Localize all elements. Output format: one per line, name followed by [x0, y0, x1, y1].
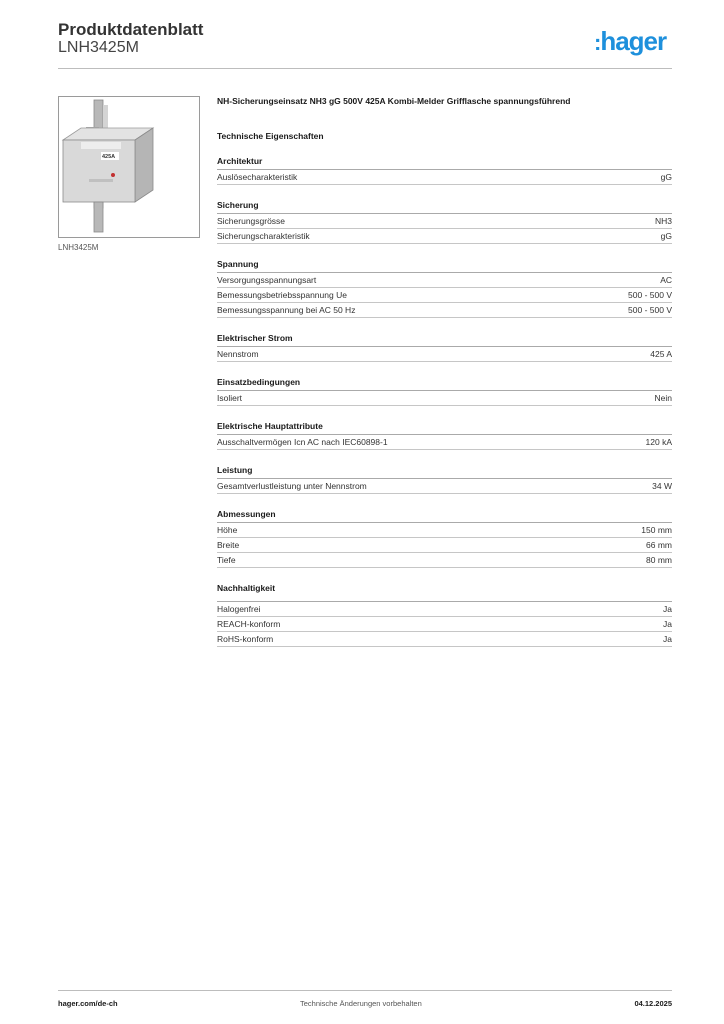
fuse-illustration [59, 97, 199, 237]
group-title: Einsatzbedingungen [217, 377, 672, 391]
header-divider [58, 68, 672, 69]
hager-logo: :hager [594, 26, 667, 56]
spec-label: Sicherungsgrösse [217, 216, 286, 226]
spec-row [217, 435, 672, 450]
spec-value: gG [660, 172, 672, 182]
spec-label: Bemessungsspannung bei AC 50 Hz [217, 305, 356, 315]
group-spannung [217, 259, 672, 318]
group-title: Elektrischer Strom [217, 333, 672, 347]
group-title: Nachhaltigkeit [217, 583, 672, 602]
spec-label: Ausschaltvermögen Icn AC nach IEC60898-1 [217, 437, 388, 447]
spec-value: Nein [654, 393, 672, 403]
spec-row [217, 538, 672, 553]
spec-row [217, 523, 672, 538]
product-image [58, 96, 200, 238]
group-elektrische-hauptattribute [217, 421, 672, 450]
spec-row [217, 303, 672, 318]
spec-label: Sicherungscharakteristik [217, 231, 310, 241]
group-einsatzbedingungen [217, 377, 672, 406]
logo-text: hager [600, 26, 667, 56]
group-sicherung [217, 200, 672, 244]
spec-row [217, 347, 672, 362]
spec-value: 500 - 500 V [628, 290, 672, 300]
group-architektur [217, 156, 672, 185]
group-elektrischer-strom [217, 333, 672, 362]
group-title: Abmessungen [217, 509, 672, 523]
spec-label: Auslösecharakteristik [217, 172, 298, 182]
spec-row [217, 553, 672, 568]
group-abmessungen [217, 509, 672, 568]
spec-label: Tiefe [217, 555, 236, 565]
spec-content [217, 96, 672, 647]
footer-disclaimer: Technische Änderungen vorbehalten [300, 999, 422, 1008]
spec-row [217, 617, 672, 632]
spec-value: 34 W [652, 481, 672, 491]
spec-row [217, 391, 672, 406]
spec-row [217, 229, 672, 244]
spec-label: Breite [217, 540, 240, 550]
spec-row [217, 273, 672, 288]
spec-value: 120 kA [645, 437, 672, 447]
spec-label: Isoliert [217, 393, 243, 403]
spec-value: Ja [663, 634, 672, 644]
spec-label: Versorgungsspannungsart [217, 275, 317, 285]
spec-value: 150 mm [641, 525, 672, 535]
group-title: Elektrische Hauptattribute [217, 421, 672, 435]
footer-date: 04.12.2025 [634, 999, 672, 1008]
spec-value: NH3 [654, 216, 672, 226]
group-leistung [217, 465, 672, 494]
footer-website-link[interactable]: hager.com/de-ch [58, 999, 118, 1008]
spec-value: 66 mm [646, 540, 672, 550]
document-title: Produktdatenblatt [58, 20, 204, 39]
spec-label: Nennstrom [217, 349, 259, 359]
spec-label: RoHS-konform [217, 634, 274, 644]
spec-value: 425 A [650, 349, 672, 359]
spec-value: 500 - 500 V [628, 305, 672, 315]
spec-value: Ja [663, 619, 672, 629]
group-title: Leistung [217, 465, 672, 479]
spec-value: Ja [663, 604, 672, 614]
spec-label: REACH-konform [217, 619, 281, 629]
group-title: Spannung [217, 259, 672, 273]
spec-value: AC [660, 275, 672, 285]
spec-row [217, 170, 672, 185]
footer-divider [58, 990, 672, 991]
product-description: NH-Sicherungseinsatz NH3 gG 500V 425A Kombi-Melder Grifflasche spannungsführend [217, 96, 571, 106]
fuse-label-number: 425A [102, 154, 116, 160]
spec-row [217, 288, 672, 303]
section-title: Technische Eigenschaften [217, 131, 324, 141]
group-title: Sicherung [217, 200, 672, 214]
spec-label: Halogenfrei [217, 604, 261, 614]
spec-label: Höhe [217, 525, 238, 535]
group-title: Architektur [217, 156, 672, 170]
image-caption: LNH3425M [58, 243, 99, 252]
spec-row [217, 602, 672, 617]
spec-row [217, 632, 672, 647]
spec-value: 80 mm [646, 555, 672, 565]
group-nachhaltigkeit [217, 583, 672, 647]
spec-row [217, 479, 672, 494]
product-code: LNH3425M [58, 39, 139, 56]
spec-value: gG [660, 231, 672, 241]
spec-row [217, 214, 672, 229]
spec-label: Gesamtverlustleistung unter Nennstrom [217, 481, 367, 491]
spec-label: Bemessungsbetriebsspannung Ue [217, 290, 347, 300]
